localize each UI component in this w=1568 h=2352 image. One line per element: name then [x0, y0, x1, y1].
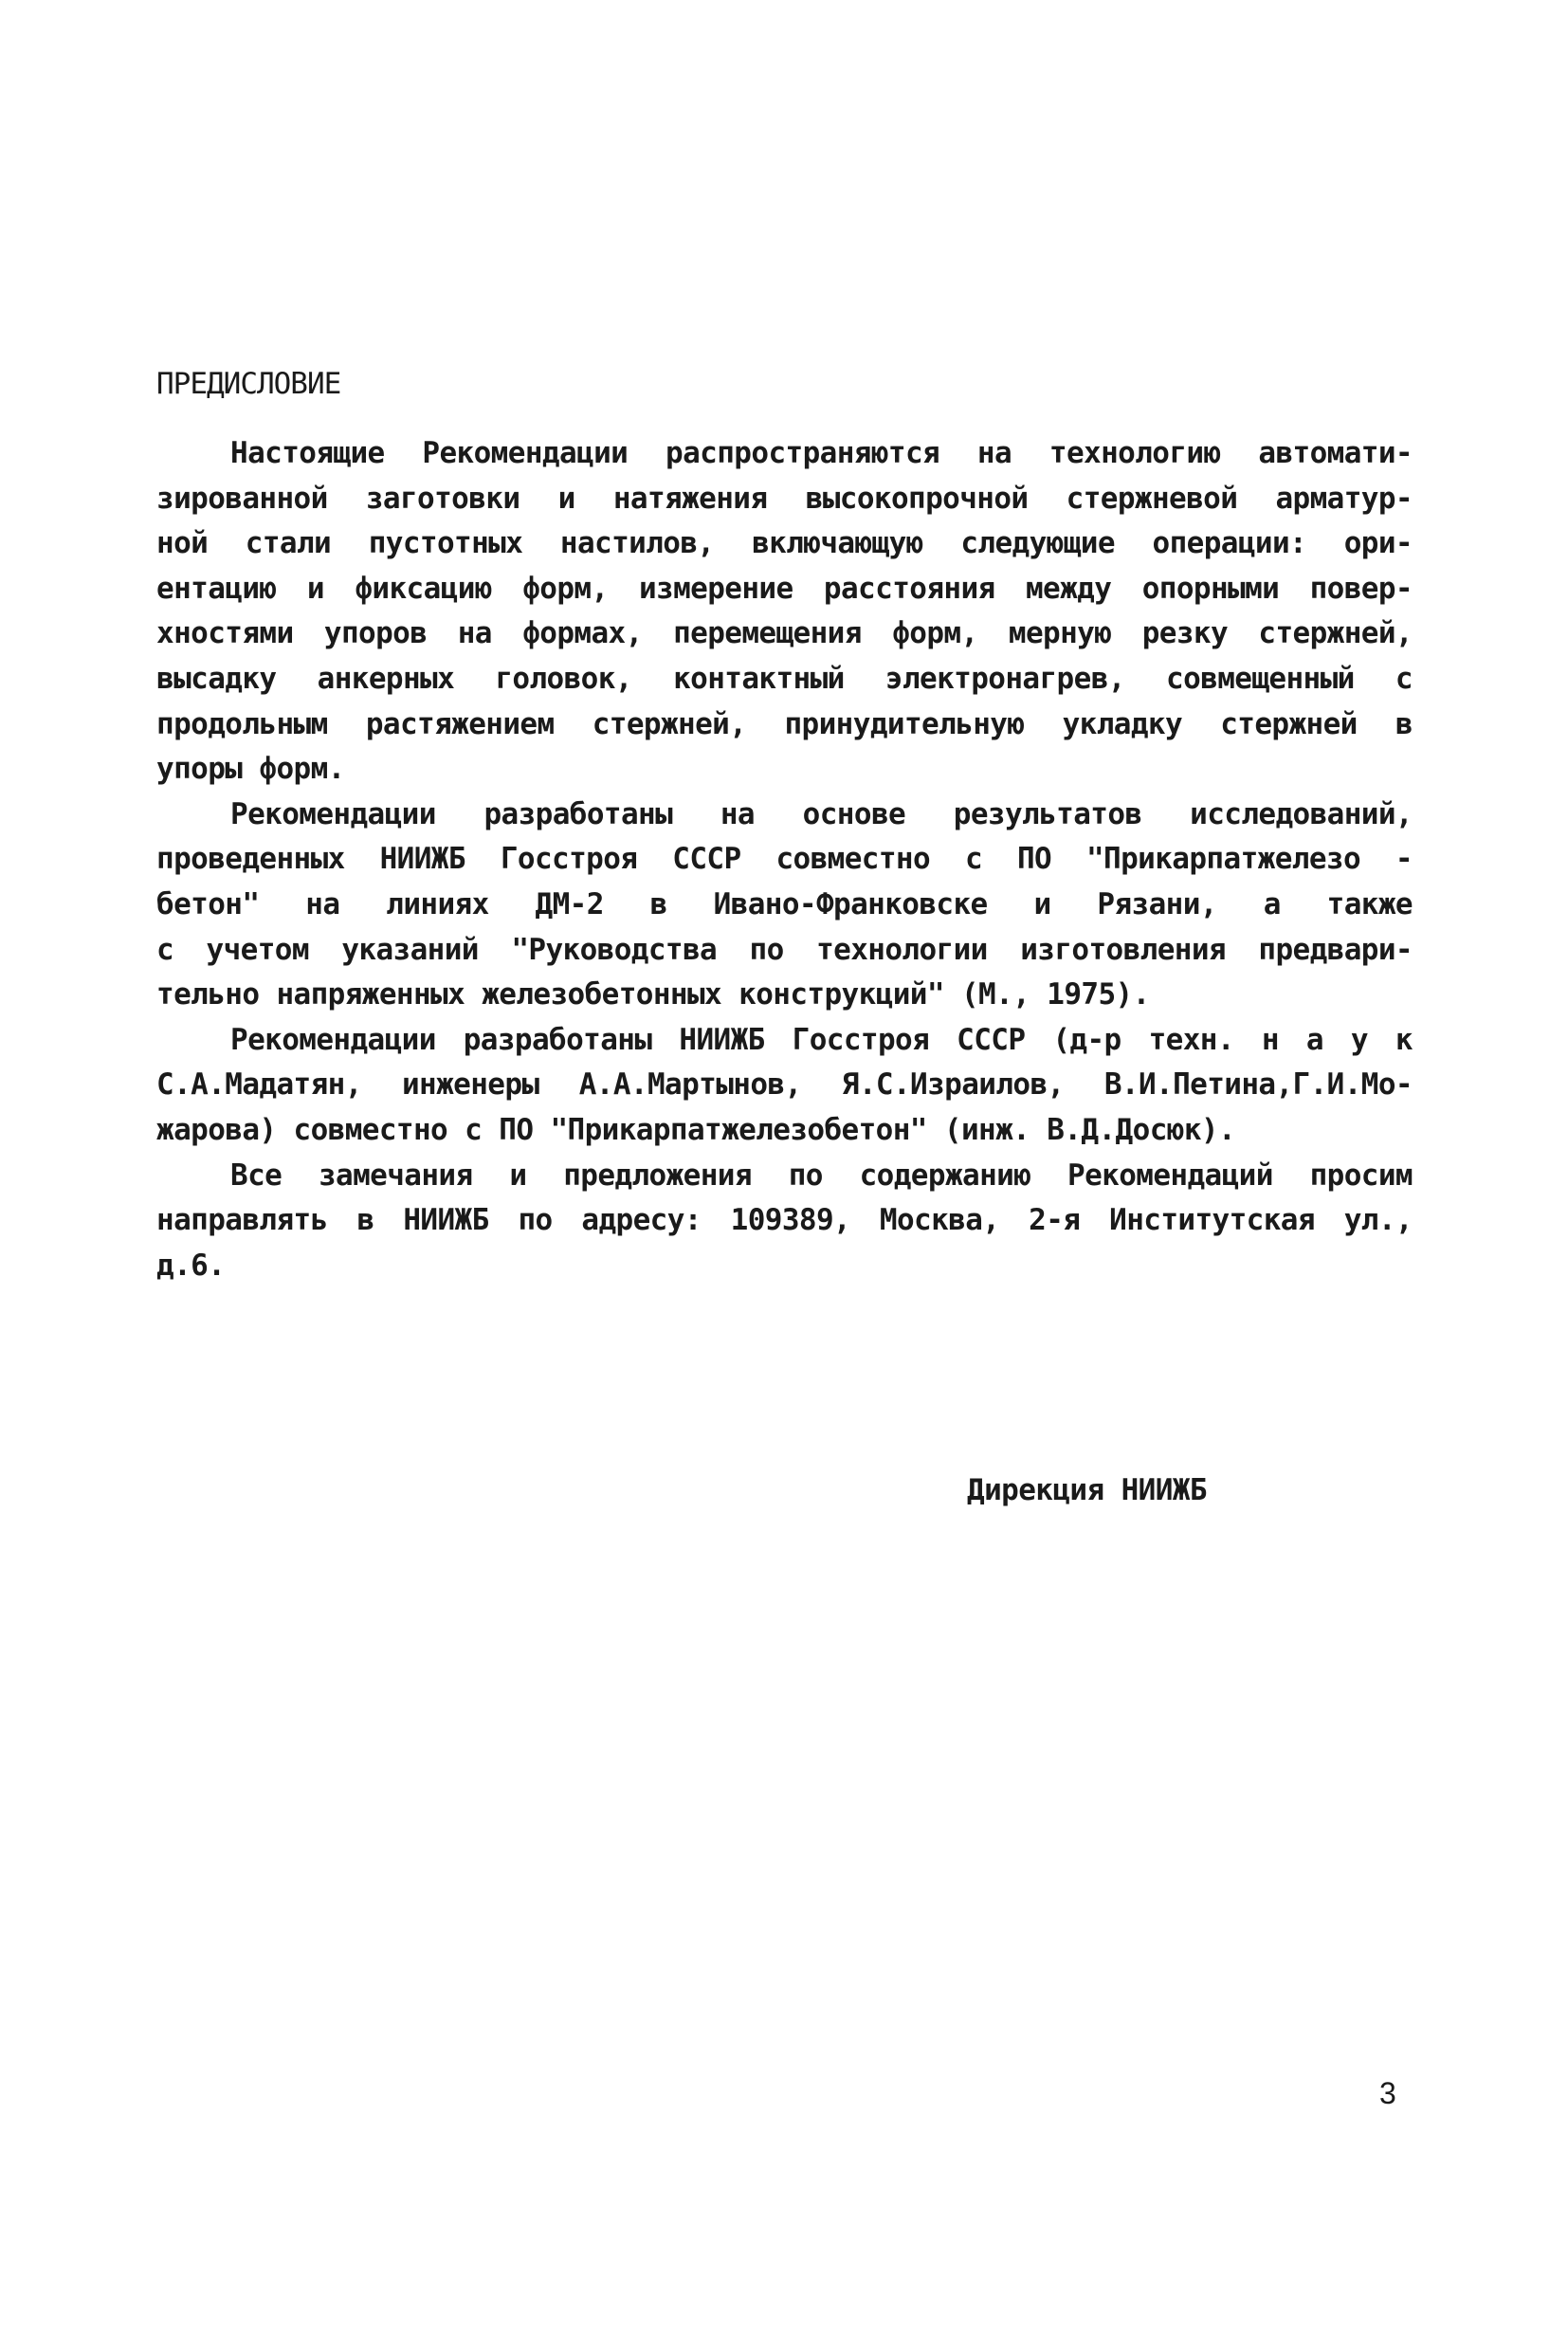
text-line: тельно напряженных железобетонных конструкций" (М., 1975). — [156, 977, 1150, 1012]
text-line: д.6. — [156, 1248, 226, 1283]
text-line: бетон" на линиях ДМ-2 в Ивано-Франковске и Рязани, а также — [156, 886, 1413, 921]
paragraph-scope — [156, 431, 1413, 793]
text-line: продольным растяжением стержней, принудительную укладку стержней в — [156, 706, 1413, 741]
text-line: Все замечания и предложения по содержанию Рекомендаций просим — [230, 1158, 1413, 1193]
text-line: зированной заготовки и натяжения высокопрочной стержневой арматур- — [156, 481, 1413, 516]
text-line: высадку анкерных головок, контактный электронагрев, совмещенный с — [156, 661, 1413, 696]
text-line: с учетом указаний "Руководства по технологии изготовления предвари- — [156, 932, 1413, 967]
paragraph-basis — [156, 793, 1413, 1018]
text-line: Настоящие Рекомендации распространяются на технологию автомати- — [230, 436, 1413, 470]
text-line: упоры форм. — [156, 752, 345, 787]
text-line: ентацию и фиксацию форм, измерение расстояния между опорными повер- — [156, 571, 1413, 606]
signature: Дирекция НИИЖБ — [967, 1473, 1207, 1507]
preface-body — [156, 431, 1413, 1288]
paragraph-authors — [156, 1018, 1413, 1154]
text-line: ной стали пустотных настилов, включающую следующие операции: ори- — [156, 526, 1413, 561]
text-line: проведенных НИИЖБ Госстроя СССР совместно с ПО "Прикарпатжелезо - — [156, 842, 1413, 877]
page-number: 3 — [1379, 2076, 1396, 2110]
text-line: жарова) совместно с ПО "Прикарпатжелезобетон" (инж. В.Д.Досюк). — [156, 1112, 1236, 1147]
paragraph-contact — [156, 1154, 1413, 1289]
text-line: направлять в НИИЖБ по адресу: 109389, Москва, 2-я Институтская ул., — [156, 1203, 1413, 1238]
text-line: хностями упоров на формах, перемещения форм, мерную резку стержней, — [156, 616, 1413, 651]
text-line: С.А.Мадатян, инженеры А.А.Мартынов, Я.С.Израилов, В.И.Петина,Г.И.Мо- — [156, 1067, 1413, 1103]
text-line: Рекомендации разработаны на основе результатов исследований, — [230, 796, 1413, 831]
section-heading: ПРЕДИСЛОВИЕ — [156, 367, 341, 401]
text-line: Рекомендации разработаны НИИЖБ Госстроя СССР (д-р техн. н а у к — [230, 1022, 1413, 1057]
